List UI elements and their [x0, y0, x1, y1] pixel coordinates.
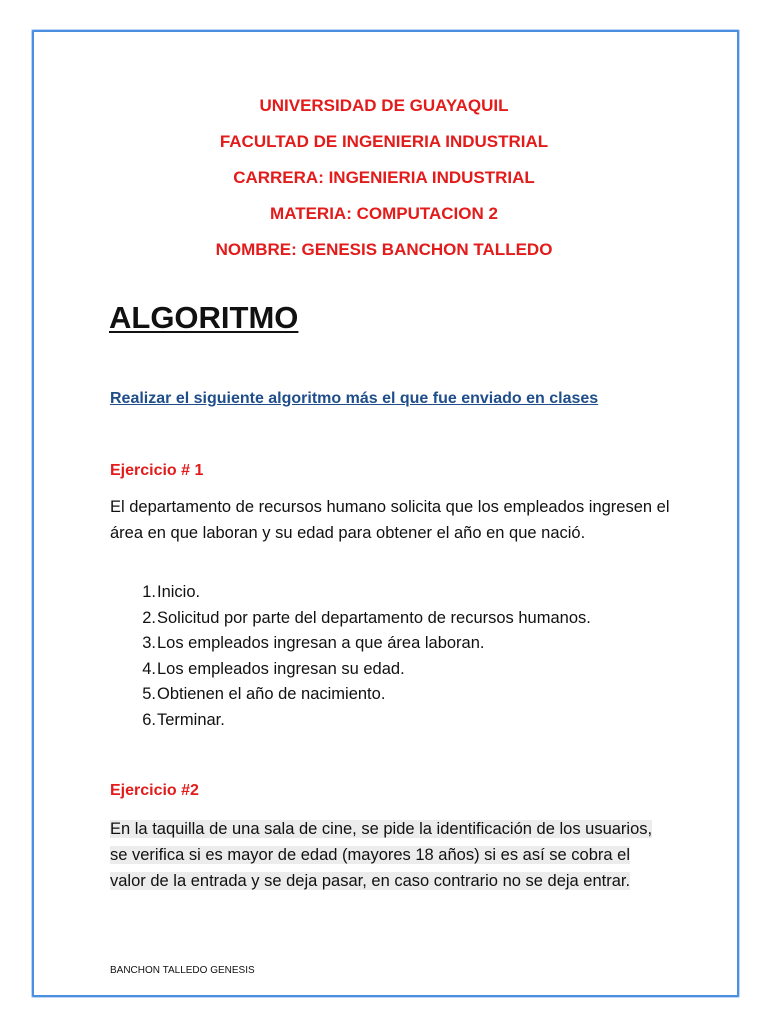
subject-name: MATERIA: COMPUTACION 2 [270, 204, 498, 223]
step-item [110, 708, 591, 734]
exercise-2-description-text: En la taquilla de una sala de cine, se pide la identificación de los usuarios, se verifica si es mayor de edad (mayores 18 años) si es así se cobra el valor de la entrada y se deja pasar, en caso contrario no se deja entrar. [110, 820, 653, 890]
exercise-1-steps [110, 580, 591, 733]
step-number: 6. [142, 710, 156, 729]
step-text: Inicio. [157, 583, 201, 601]
step-item [110, 682, 591, 708]
document-title: ALGORITMO [109, 300, 299, 335]
step-number: 5. [142, 685, 156, 703]
step-item [110, 580, 591, 606]
exercise-1-heading: Ejercicio # 1 [110, 462, 204, 479]
exercise-2-description [110, 816, 670, 894]
step-number: 3. [142, 634, 156, 652]
instruction-text: Realizar el siguiente algoritmo más el que fue enviado en clases [110, 390, 599, 407]
faculty-name: FACULTAD DE INGENIERIA INDUSTRIAL [219, 132, 549, 151]
step-text: Los empleados ingresan a que área laboran. [157, 634, 485, 652]
student-name: NOMBRE: GENESIS BANCHON TALLEDO [215, 240, 553, 259]
step-item [110, 631, 591, 657]
step-text: Terminar. [157, 710, 225, 729]
document-header [0, 88, 768, 268]
step-item [110, 606, 591, 632]
career-name: CARRERA: INGENIERIA INDUSTRIAL [233, 168, 535, 187]
exercise-1-description: El departamento de recursos humano solicita que los empleados ingresen el área en que laboran y su edad para obtener el año en que nació. [110, 498, 670, 542]
university-name: UNIVERSIDAD DE GUAYAQUIL [259, 96, 509, 115]
exercise-2-heading: Ejercicio #2 [110, 782, 199, 799]
step-text: Los empleados ingresan su edad. [157, 659, 405, 678]
step-number: 4. [142, 659, 156, 678]
step-number: 1. [142, 583, 156, 601]
step-text: Obtienen el año de nacimiento. [157, 685, 386, 703]
step-number: 2. [142, 608, 156, 627]
step-text: Solicitud por parte del departamento de recursos humanos. [157, 608, 591, 627]
footer-author: BANCHON TALLEDO GENESIS [110, 965, 255, 976]
step-item [110, 657, 591, 683]
